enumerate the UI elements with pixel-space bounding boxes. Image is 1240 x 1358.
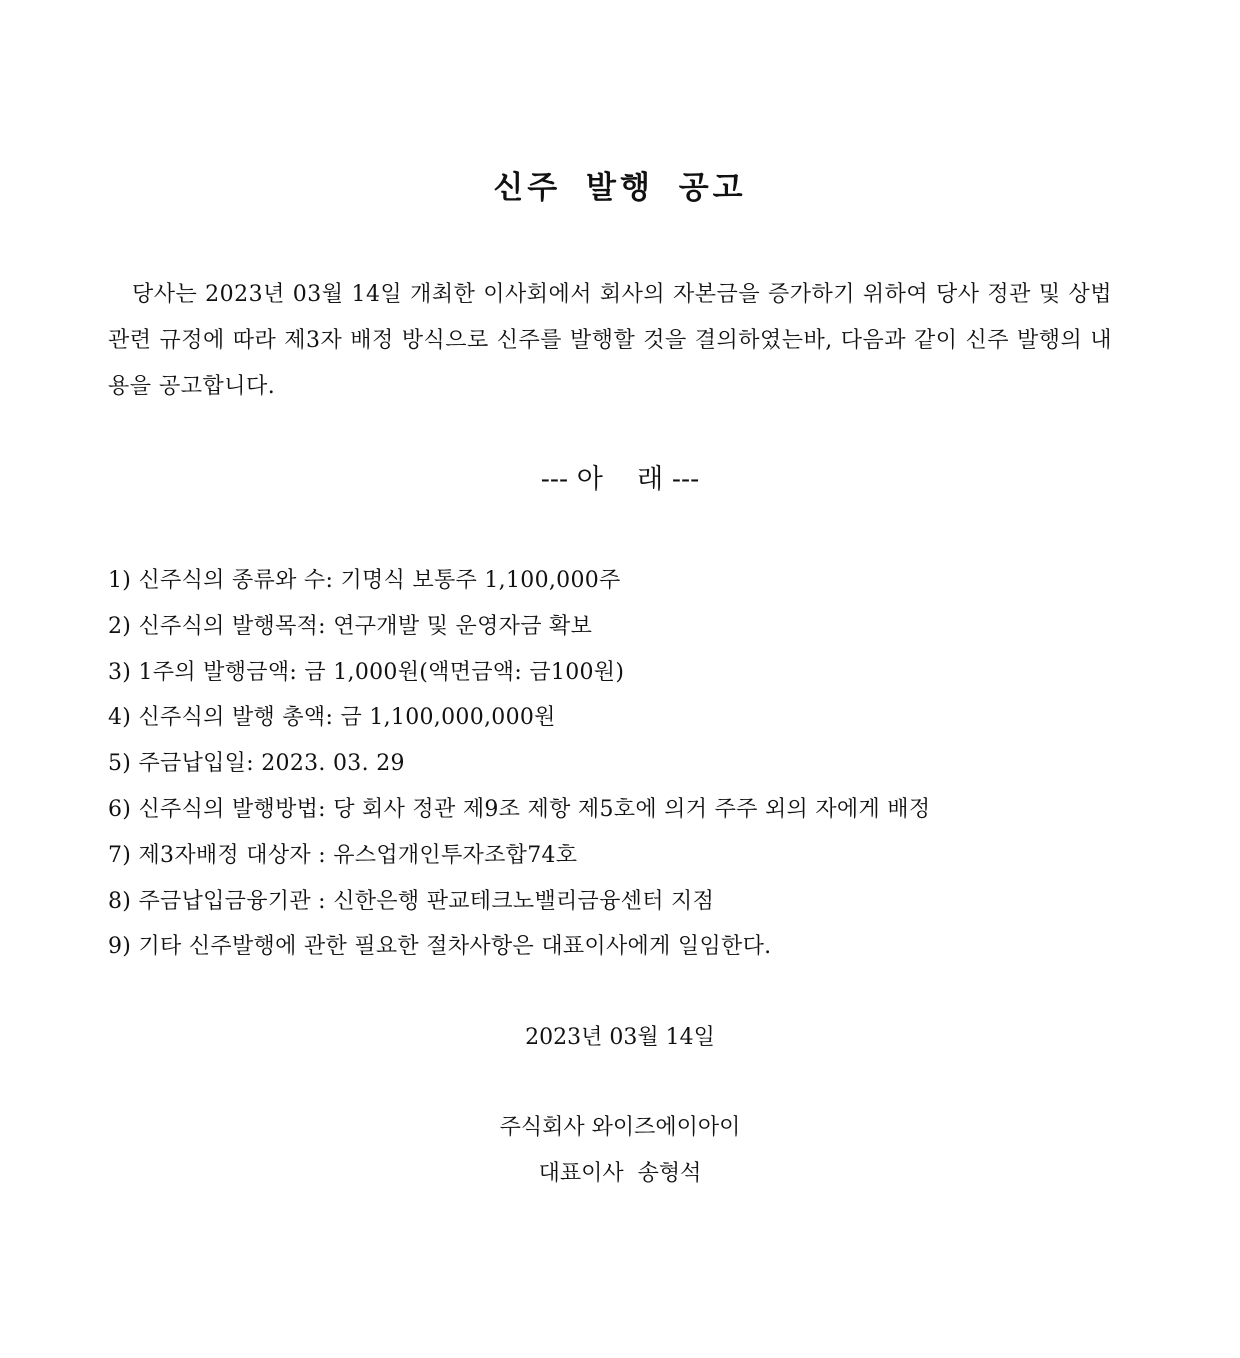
list-item: 8) 주금납입금융기관 : 신한은행 판교테크노밸리금융센터 지점 [108,888,715,914]
list-item: 2) 신주식의 발행목적: 연구개발 및 운영자금 확보 [108,613,593,639]
company-name: 주식회사 와이즈에이아이 [499,1115,741,1140]
list-item: 4) 신주식의 발행 총액: 금 1,100,000,000원 [108,705,556,731]
list-item: 1) 신주식의 종류와 수: 기명식 보통주 1,100,000주 [108,568,621,593]
list-item: 3) 1주의 발행금액: 금 1,000원(액면금액: 금100원) [108,659,625,685]
list-item: 5) 주금납입일: 2023. 03. 29 [108,751,405,777]
document-title: 신주 발행 공고 [493,170,747,206]
section-heading: --- 아 래 --- [540,464,700,495]
list-item: 6) 신주식의 발행방법: 당 회사 정관 제9조 제항 제5호에 의거 주주 외의 자에게 배정 [108,796,931,822]
issuance-details-list [108,558,1128,970]
list-item: 9) 기타 신주발행에 관한 필요한 절차사항은 대표이사에게 일임한다. [108,934,772,960]
list-item: 7) 제3자배정 대상자 : 유스업개인투자조합74호 [108,842,578,868]
notice-date: 2023년 03월 14일 [525,1025,715,1050]
ceo-signature-line: 대표이사 송형석 [538,1161,702,1186]
intro-paragraph: 당사는 2023년 03월 14일 개최한 이사회에서 회사의 자본금을 증가하기 위하여 당사 정관 및 상법 관련 규정에 따라 제3자 배정 방식으로 신주를 발행할 것을 결의하였는바, 다음과 같이 신주 발행의 내용을 공고합니다. [108,282,1112,399]
